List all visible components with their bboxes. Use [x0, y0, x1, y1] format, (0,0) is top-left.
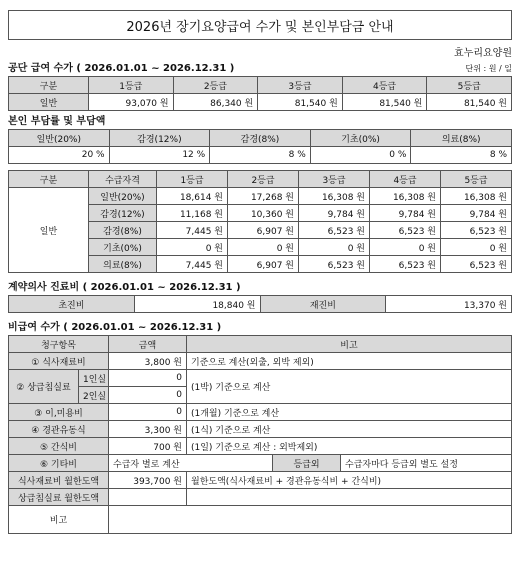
header-cell: 3등급: [299, 171, 370, 188]
header-cell: 4등급: [370, 171, 441, 188]
header-cell: 감경(8%): [210, 130, 311, 147]
header-cell: 의료(8%): [411, 130, 512, 147]
row-label: 상급침실료 월한도액: [9, 489, 109, 506]
table-cell: 6,523 원: [299, 256, 370, 273]
table-cell: 86,340 원: [173, 94, 258, 111]
table-header-row: [9, 77, 512, 94]
table-cell: 등급외: [273, 455, 341, 472]
table-cell: (1식) 기준으로 계산: [187, 421, 512, 438]
table-header-row: [9, 130, 512, 147]
header-cell: 청구항목: [9, 336, 109, 353]
table-header-row: [9, 171, 512, 188]
table-row: [9, 506, 512, 534]
table-cell: 6,907 원: [228, 256, 299, 273]
table-cell: 12 %: [109, 147, 210, 164]
row-label: ② 상급침실료: [9, 370, 79, 404]
table-cell: 81,540 원: [342, 94, 427, 111]
table-cell: 9,784 원: [441, 205, 512, 222]
section-title: 공단 급여 수가 ( 2026.01.01 ~ 2026.12.31 ): [8, 63, 235, 74]
table-cell: 393,700 원: [109, 472, 187, 489]
header-cell: 1등급: [157, 171, 228, 188]
header-cell: 수급자격: [89, 171, 157, 188]
header-cell: 3등급: [258, 77, 343, 94]
table-row: [9, 404, 512, 421]
header-cell: 구분: [9, 77, 89, 94]
table-row: [9, 296, 512, 313]
table-cell: 6,523 원: [299, 222, 370, 239]
table-row: [9, 421, 512, 438]
table-cell: 81,540 원: [258, 94, 343, 111]
table-cell: 0 %: [310, 147, 411, 164]
table-cell: [109, 489, 187, 506]
table-cell: 8 %: [210, 147, 311, 164]
header-cell: 4등급: [342, 77, 427, 94]
row-label: ⑤ 간식비: [9, 438, 109, 455]
header-cell: 비고: [187, 336, 512, 353]
row-sublabel: 1인실: [79, 370, 109, 387]
noncovered-fee-table: [8, 335, 512, 534]
row-label: 일반(20%): [89, 188, 157, 205]
section-doctor-fee-header: [8, 279, 512, 293]
first-visit-value: 18,840 원: [134, 296, 260, 313]
header-cell: 감경(12%): [109, 130, 210, 147]
doctor-fee-table: [8, 295, 512, 313]
remark-cell: [109, 506, 512, 534]
table-cell: [187, 489, 512, 506]
row-label: 일반: [9, 94, 89, 111]
table-row: [9, 489, 512, 506]
table-cell: 7,445 원: [157, 222, 228, 239]
first-visit-label: 초진비: [9, 296, 135, 313]
document-title: 2026년 장기요양급여 수가 및 본인부담금 안내: [8, 10, 512, 40]
table-cell: 93,070 원: [89, 94, 174, 111]
section-title: 계약의사 진료비 ( 2026.01.01 ~ 2026.12.31 ): [8, 282, 241, 293]
table-row: [9, 147, 512, 164]
table-cell: 17,268 원: [228, 188, 299, 205]
section-noncovered-header: [8, 319, 512, 333]
table-row: [9, 188, 512, 205]
row-label: 감경(8%): [89, 222, 157, 239]
table-cell: 수급자마다 등급외 별도 설정: [341, 455, 512, 472]
header-cell: 금액: [109, 336, 187, 353]
table-cell: 0 원: [441, 239, 512, 256]
table-cell: 3,800 원: [109, 353, 187, 370]
table-cell: 수급자 별로 계산: [109, 455, 273, 472]
table-cell: 3,300 원: [109, 421, 187, 438]
row-label: 식사재료비 월한도액: [9, 472, 109, 489]
header-cell: 2등급: [173, 77, 258, 94]
unit-label: 단위 : 원 / 일: [465, 64, 512, 73]
row-label: ⑥ 기타비: [9, 455, 109, 472]
section-title: 비급여 수가 ( 2026.01.01 ~ 2026.12.31 ): [8, 322, 222, 333]
table-cell: (1일) 기준으로 계산 : 외박제외): [187, 438, 512, 455]
table-cell: 16,308 원: [370, 188, 441, 205]
revisit-label: 재진비: [260, 296, 386, 313]
table-cell: 81,540 원: [427, 94, 512, 111]
table-cell: 700 원: [109, 438, 187, 455]
table-cell: 기준으로 계산(외출, 외박 제외): [187, 353, 512, 370]
table-row: [9, 353, 512, 370]
table-cell: 16,308 원: [441, 188, 512, 205]
section-title: 본인 부담률 및 부담액: [8, 116, 106, 127]
row-label: ① 식사재료비: [9, 353, 109, 370]
table-cell: 18,614 원: [157, 188, 228, 205]
header-cell: 1등급: [89, 77, 174, 94]
header-cell: 5등급: [441, 171, 512, 188]
table-cell: 0: [109, 404, 187, 421]
copay-amount-table: [8, 170, 512, 273]
row-label: 의료(8%): [89, 256, 157, 273]
table-cell: 8 %: [411, 147, 512, 164]
revisit-value: 13,370 원: [386, 296, 512, 313]
header-cell: 구분: [9, 171, 89, 188]
row-label: ③ 이,미용비: [9, 404, 109, 421]
table-cell: 월한도액(식사재료비 + 경관유동식비 + 간식비): [187, 472, 512, 489]
table-cell: 0 원: [157, 239, 228, 256]
table-cell: 10,360 원: [228, 205, 299, 222]
public-fee-table: [8, 76, 512, 111]
table-cell: 0 원: [299, 239, 370, 256]
table-cell: 0 원: [370, 239, 441, 256]
copay-rate-table: [8, 129, 512, 164]
table-cell: 0: [109, 387, 187, 404]
table-cell: 9,784 원: [370, 205, 441, 222]
table-row: [9, 370, 512, 387]
row-sublabel: 2인실: [79, 387, 109, 404]
header-cell: 5등급: [427, 77, 512, 94]
table-cell: 7,445 원: [157, 256, 228, 273]
table-cell: 6,523 원: [441, 256, 512, 273]
table-header-row: [9, 336, 512, 353]
row-label: ④ 경관유동식: [9, 421, 109, 438]
table-cell: 0: [109, 370, 187, 387]
organization-name: 효누리요양원: [454, 48, 512, 59]
table-cell: 6,523 원: [370, 222, 441, 239]
table-cell: 6,907 원: [228, 222, 299, 239]
section-copay-header: [8, 113, 512, 127]
section-public-fee-header: [8, 60, 512, 74]
header-cell: 2등급: [228, 171, 299, 188]
table-cell: 0 원: [228, 239, 299, 256]
header-cell: 기초(0%): [310, 130, 411, 147]
header-cell: 일반(20%): [9, 130, 110, 147]
table-cell: 6,523 원: [370, 256, 441, 273]
table-row: [9, 94, 512, 111]
table-cell: 20 %: [9, 147, 110, 164]
row-label: 감경(12%): [89, 205, 157, 222]
table-cell: 6,523 원: [441, 222, 512, 239]
table-row: [9, 438, 512, 455]
table-cell: (1박) 기준으로 계산: [187, 370, 512, 404]
table-cell: (1개월) 기준으로 계산: [187, 404, 512, 421]
group-label: 일반: [9, 188, 89, 273]
table-row: [9, 455, 512, 472]
row-label: 비고: [9, 506, 109, 534]
table-row: [9, 472, 512, 489]
row-label: 기초(0%): [89, 239, 157, 256]
table-cell: 11,168 원: [157, 205, 228, 222]
table-cell: 9,784 원: [299, 205, 370, 222]
table-cell: 16,308 원: [299, 188, 370, 205]
